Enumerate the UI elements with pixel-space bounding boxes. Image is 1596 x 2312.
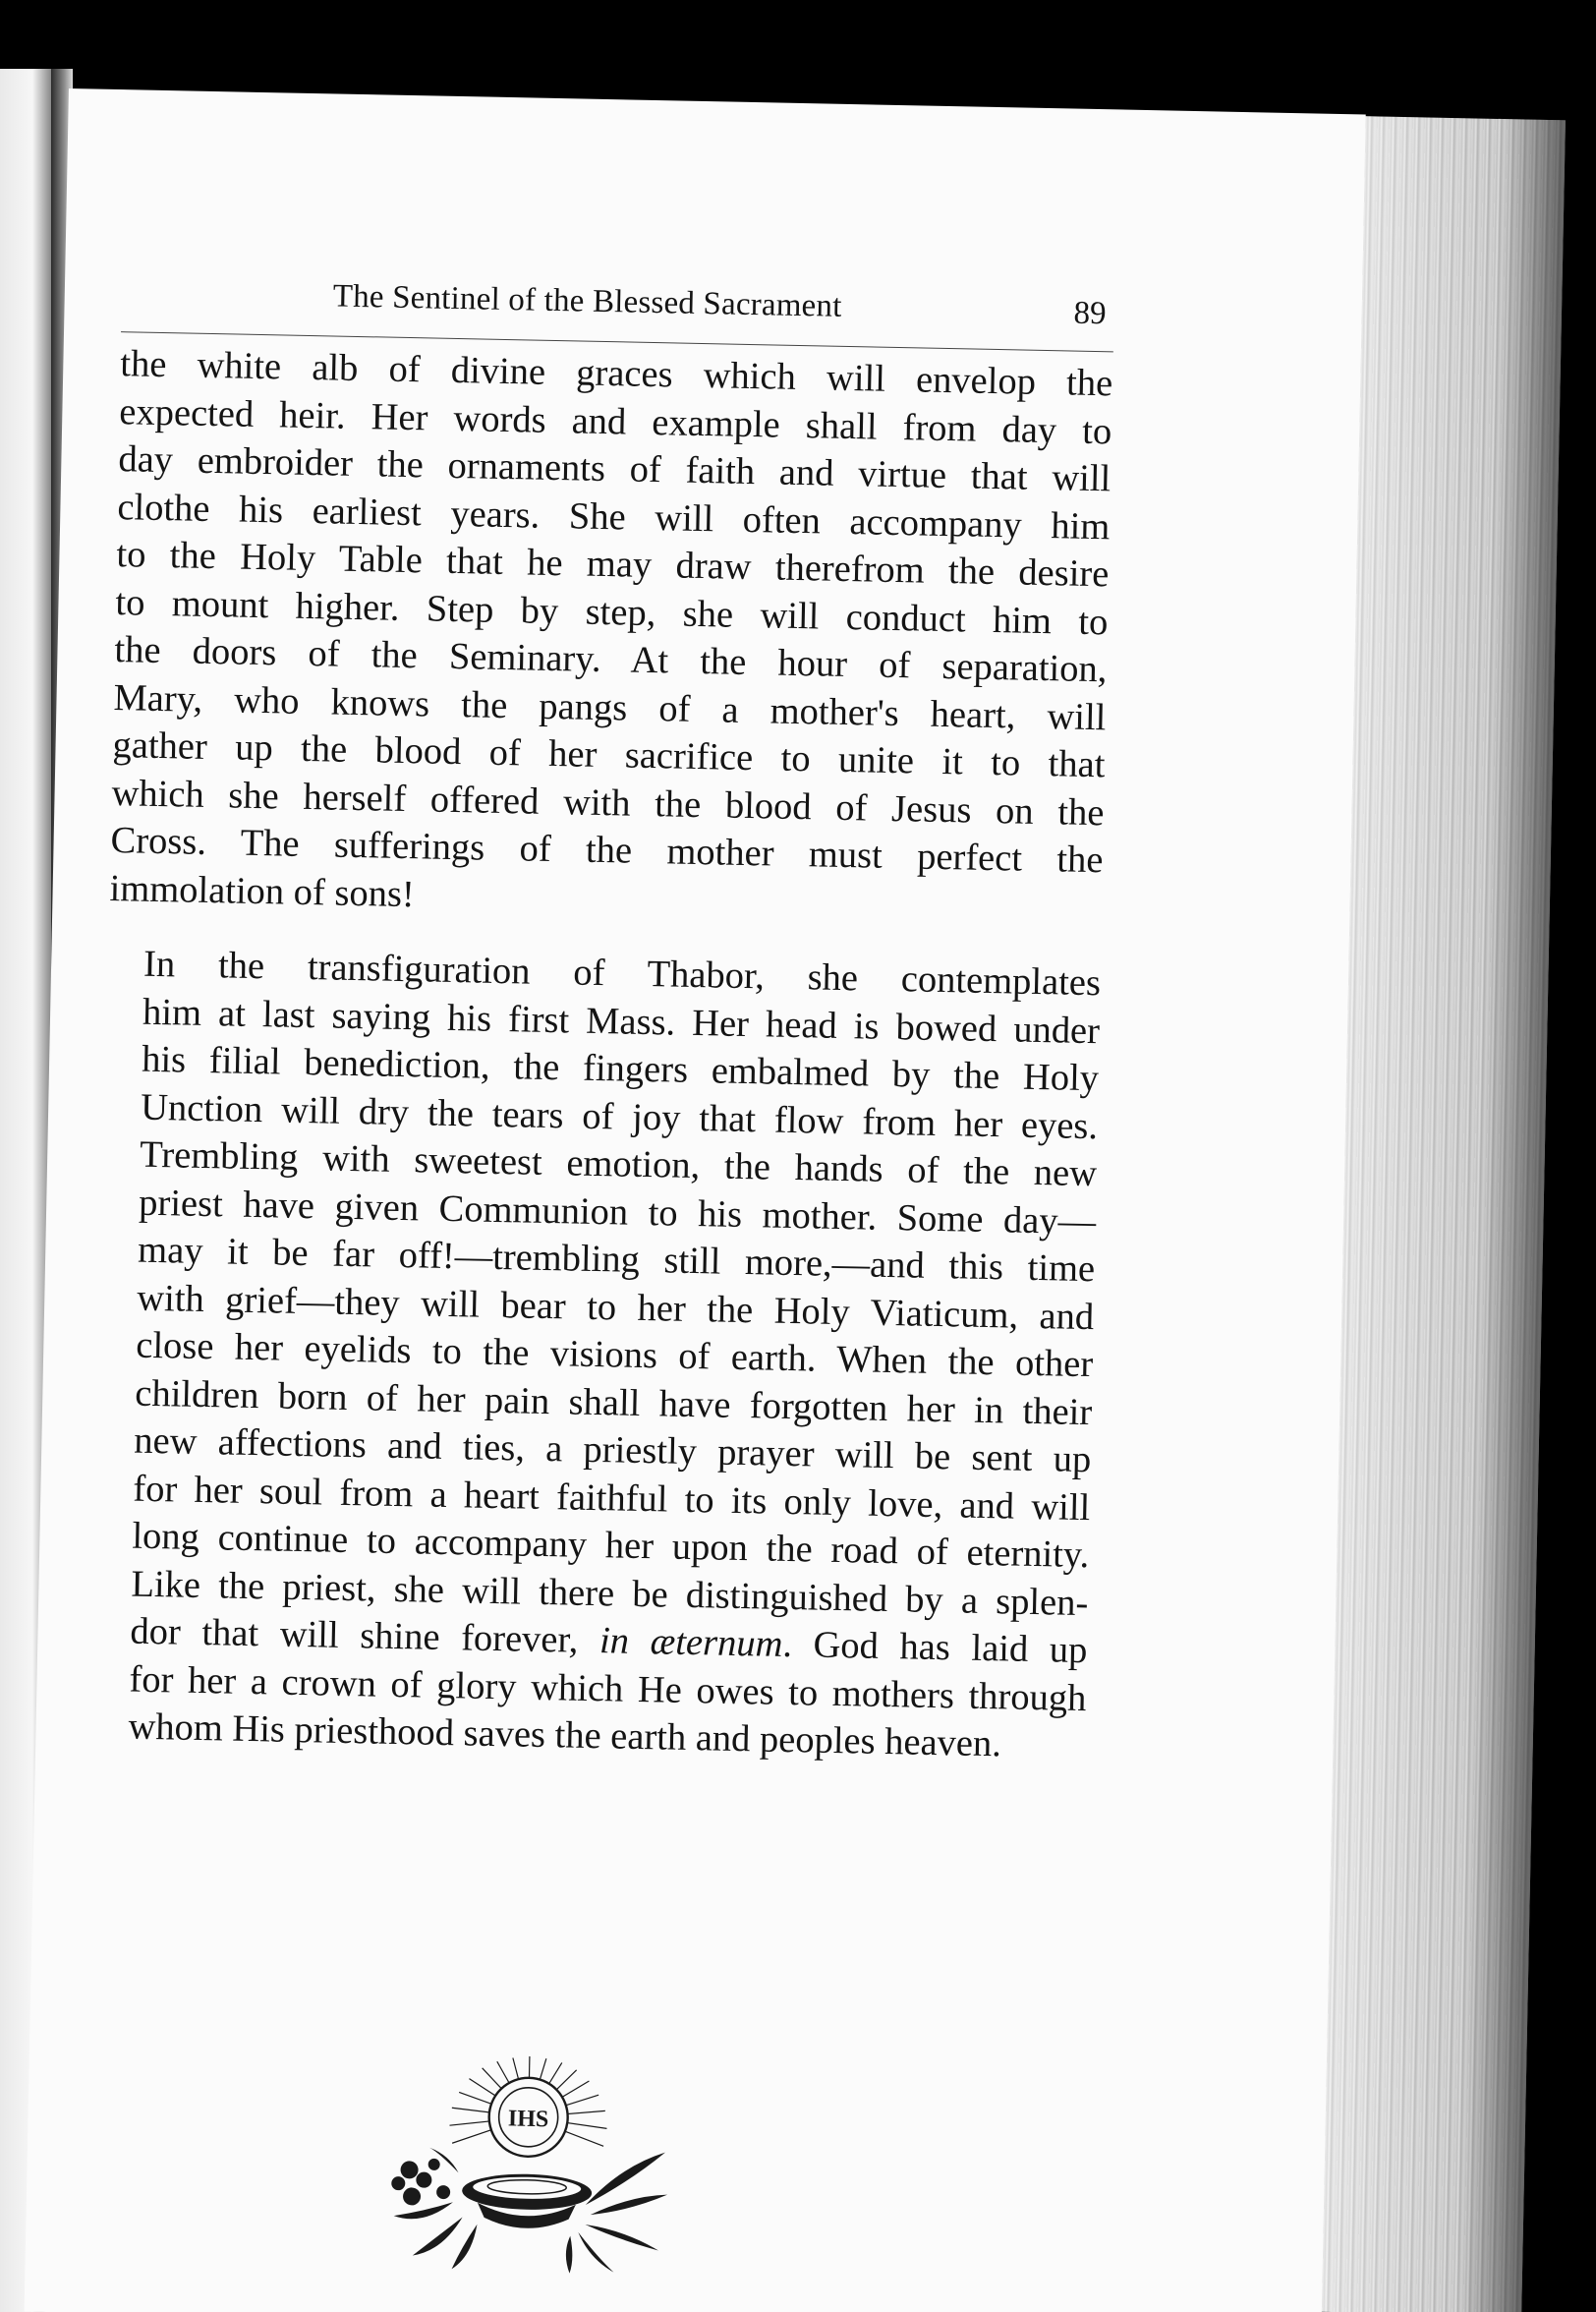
text-line: day embroider the ornaments of faith and virtue that will: [118, 438, 1112, 500]
text-line: clothe his earliest years. She will often accompany him: [117, 486, 1111, 548]
text-line: gather up the blood of her sacrifice to unite it to that: [112, 724, 1106, 786]
text-line: Unction will dry the tears of joy that flow from her eyes.: [140, 1086, 1099, 1147]
ihs-ornament-icon: [383, 2053, 672, 2276]
page-content: [92, 266, 1114, 2133]
running-head: The Sentinel of the Blessed Sacrament: [332, 278, 842, 324]
text-fragment: . God has laid up: [781, 1623, 1088, 1672]
text-line: to mount higher. Step by step, she will conduct him to: [115, 581, 1109, 643]
text-line: priest have given Communion to his mother. Some day—: [138, 1182, 1097, 1243]
text-line: with grief—they will bear to her the Holy Viaticum, and: [136, 1277, 1095, 1338]
text-line: children born of her pain shall have forgotten her in their: [134, 1372, 1093, 1433]
text-line: new affections and ties, a priestly prayer will be sent up: [133, 1419, 1092, 1481]
italic-latin-phrase: in æternum: [598, 1620, 783, 1665]
text-line: Trembling with sweetest emotion, the hands of the new: [139, 1133, 1098, 1195]
text-line: may it be far off!—trembling still more,—and this time: [137, 1229, 1096, 1291]
ihs-monogram: IHS: [507, 2106, 549, 2133]
page-body: [92, 340, 1113, 1769]
text-line: for her soul from a heart faithful to its only love, and will: [133, 1468, 1091, 1529]
paragraph-2: [92, 940, 1101, 1770]
chalice-base: [461, 2172, 592, 2229]
text-line: Mary, who knows the pangs of a mother's heart, will: [113, 676, 1107, 738]
text-line: the doors of the Seminary. At the hour of separation,: [114, 629, 1108, 691]
text-line: close her eyelids to the visions of earth. When the other: [135, 1324, 1094, 1386]
text-line: the white alb of divine graces which will envelop the: [119, 343, 1113, 405]
book-page: [25, 88, 1366, 2312]
text-line: his filial benediction, the fingers embalmed by the Holy: [141, 1038, 1100, 1100]
foliage-left: [390, 2147, 479, 2270]
text-line: him at last saying his first Mass. Her head is bowed under: [142, 991, 1101, 1052]
text-line: for her a crown of glory which He owes to mothers through: [129, 1658, 1087, 1719]
paragraph-1: [109, 340, 1112, 932]
page-header: [121, 266, 1114, 352]
text-line: long continue to accompany her upon the road of eternity.: [132, 1515, 1090, 1577]
text-line: which she herself offered with the blood of Jesus on the: [111, 772, 1105, 834]
text-line: to the Holy Table that he may draw therefrom the desire: [116, 534, 1110, 596]
text-line: Like the priest, she will there be distinguished by a splen-: [131, 1563, 1089, 1624]
text-line: Cross. The sufferings of the mother must perfect the: [110, 820, 1104, 882]
text-line: expected heir. Her words and example shall from day to: [118, 390, 1112, 452]
foliage-right: [565, 2151, 667, 2276]
page-number: 89: [1073, 295, 1107, 332]
text-line: whom His priesthood saves the earth and peoples heaven.: [128, 1705, 1002, 1765]
text-line: In the transfiguration of Thabor, she contemplates: [142, 943, 1102, 1005]
text-fragment: dor that will shine forever,: [130, 1610, 579, 1661]
text-line: immolation of sons!: [109, 867, 416, 915]
